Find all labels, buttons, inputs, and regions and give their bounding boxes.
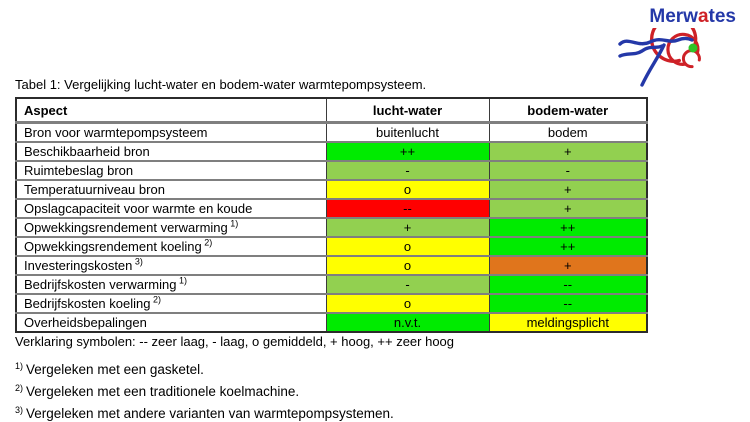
- table-row: [16, 294, 647, 313]
- aspect-cell: Opwekkingsrendement koeling $^{2)}$: [16, 237, 326, 256]
- footnote-3-text: Vergeleken met andere varianten van warmtepompsystemen.: [26, 406, 394, 421]
- header-row: [16, 98, 647, 123]
- footnote-3-marker: 3): [15, 404, 24, 415]
- footnote-2-marker: 2): [15, 382, 24, 393]
- bodem-water-cell: +: [489, 180, 647, 199]
- aspect-cell: Bedrijfskosten koeling $^{2)}$: [16, 294, 326, 313]
- footnote-ref: 2): [201, 237, 213, 248]
- footnote-ref: 1): [176, 275, 187, 286]
- lucht-water-cell: o: [326, 256, 489, 275]
- footnote-1: [15, 361, 394, 379]
- aspect-cell: Opslagcapaciteit voor warmte en koude: [16, 199, 326, 218]
- footnote-1-text: Vergeleken met een gasketel.: [26, 362, 204, 377]
- comparison-table: [15, 97, 648, 333]
- header-bodem-water: bodem-water: [489, 98, 647, 123]
- lucht-water-cell: n.v.t.: [326, 313, 489, 332]
- lucht-water-cell: o: [326, 180, 489, 199]
- bodem-water-cell: +: [489, 199, 647, 218]
- lucht-water-cell: --: [326, 199, 489, 218]
- aspect-cell: Ruimtebeslag bron: [16, 161, 326, 180]
- footnote-1-marker: 1): [15, 360, 24, 371]
- merwates-wordmark: [616, 6, 744, 28]
- bodem-water-cell: -: [489, 161, 647, 180]
- table-row: [16, 199, 647, 218]
- footnote-3: [15, 405, 394, 422]
- wordmark-part-1: Merw: [649, 6, 698, 27]
- aspect-cell: Beschikbaarheid bron: [16, 142, 326, 161]
- bodem-water-cell: --: [489, 275, 647, 294]
- table-row: [16, 142, 647, 161]
- bodem-water-cell: +: [489, 142, 647, 161]
- table-row: [16, 237, 647, 256]
- wordmark-part-2: a: [697, 6, 709, 27]
- footnote-ref: 3): [132, 256, 143, 267]
- lucht-water-cell: buitenlucht: [326, 123, 489, 143]
- bodem-water-cell: meldingsplicht: [489, 313, 647, 332]
- aspect-cell: Temperatuurniveau bron: [16, 180, 326, 199]
- bodem-water-cell: --: [489, 294, 647, 313]
- aspect-cell: Bron voor warmtepompsysteem: [16, 123, 326, 143]
- bodem-water-cell: bodem: [489, 123, 647, 143]
- aspect-cell: Investeringskosten $^{3)}$: [16, 256, 326, 275]
- wordmark-part-3: tes: [708, 6, 736, 27]
- lucht-water-cell: +: [326, 218, 489, 237]
- lucht-water-cell: o: [326, 294, 489, 313]
- table-row: [16, 218, 647, 237]
- table-row: [16, 313, 647, 332]
- header-lucht-water: lucht-water: [326, 98, 489, 123]
- bodem-water-cell: +: [489, 256, 647, 275]
- footnote-2: [15, 383, 394, 401]
- table-row: [16, 180, 647, 199]
- symbol-legend: Verklaring symbolen: -- zeer laag, - laag, o gemiddeld, + hoog, ++ zeer hoog: [15, 334, 455, 349]
- table-caption: Tabel 1: Vergelijking lucht-water en bodem-water warmtepompsysteem.: [15, 77, 427, 92]
- lucht-water-cell: -: [326, 275, 489, 294]
- table-row: [16, 256, 647, 275]
- footnote-ref: 1): [227, 218, 239, 229]
- merwates-logo: [616, 6, 744, 90]
- header-aspect: Aspect: [16, 98, 326, 123]
- table-row: [16, 123, 647, 143]
- aspect-cell: Opwekkingsrendement verwarming $^{1)}$: [16, 218, 326, 237]
- lucht-water-cell: o: [326, 237, 489, 256]
- bodem-water-cell: ++: [489, 237, 647, 256]
- bodem-water-cell: ++: [489, 218, 647, 237]
- footnotes: [15, 361, 394, 422]
- footnote-2-text: Vergeleken met een traditionele koelmachine.: [26, 384, 300, 399]
- table-body: [16, 123, 647, 333]
- footnote-ref: 2): [150, 294, 161, 305]
- aspect-cell: Bedrijfskosten verwarming $^{1)}$: [16, 275, 326, 294]
- aspect-cell: Overheidsbepalingen: [16, 313, 326, 332]
- lucht-water-cell: ++: [326, 142, 489, 161]
- river-ripples-icon: [618, 28, 740, 90]
- table-row: [16, 275, 647, 294]
- lucht-water-cell: -: [326, 161, 489, 180]
- table-row: [16, 161, 647, 180]
